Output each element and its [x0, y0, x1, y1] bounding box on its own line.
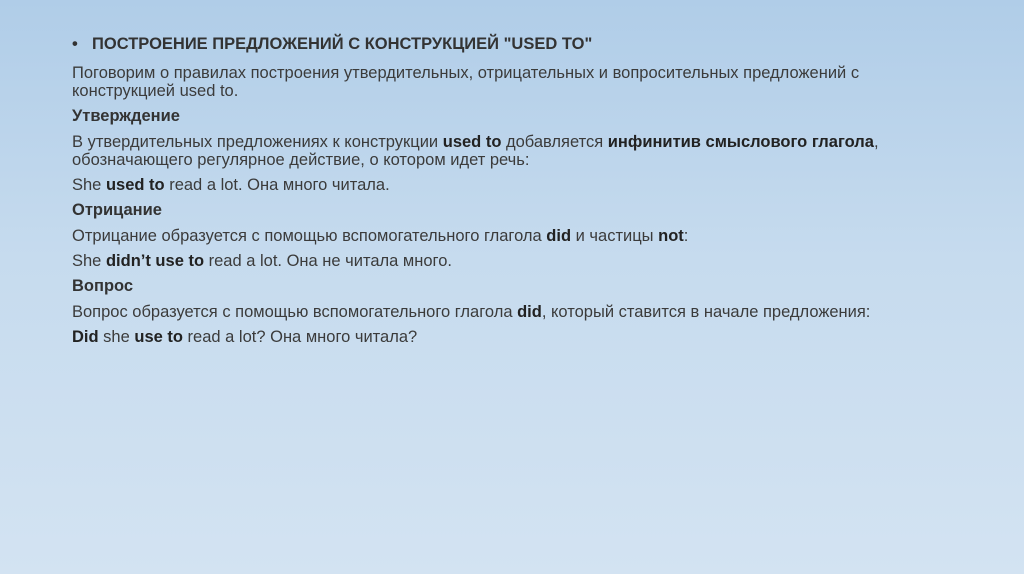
affirmative-rule-text-2: добавляется	[501, 133, 608, 151]
negative-rule-text-2: и частицы	[571, 227, 659, 245]
affirmative-rule	[72, 133, 952, 169]
slide-title	[72, 34, 952, 54]
bullet-icon: •	[72, 35, 78, 53]
affirmative-example-bold-1: used to	[105, 176, 165, 194]
negative-heading: Отрицание	[72, 201, 162, 219]
question-example-text-2: read a lot? Она много читала?	[182, 328, 418, 346]
negative-rule-bold-2: not	[658, 227, 684, 245]
affirmative-heading: Утверждение	[72, 107, 180, 125]
question-example	[72, 328, 952, 346]
affirmative-rule-text-1: В утвердительных предложениях к конструкции	[72, 133, 443, 151]
negative-example-bold-1: didn’t use to	[105, 252, 205, 270]
question-rule-bold-1: did	[517, 303, 542, 321]
question-rule	[72, 303, 952, 321]
intro-paragraph: Поговорим о правилах построения утвердительных, отрицательных и вопросительных предложений с конструкцией used to.	[72, 64, 860, 100]
affirmative-example-text-2: read a lot. Она много читала.	[164, 176, 390, 194]
negative-rule	[72, 227, 952, 245]
negative-example-text-1: She	[72, 252, 106, 270]
negative-rule-text-3: :	[683, 227, 689, 245]
affirmative-example-text-1: She	[72, 176, 106, 194]
question-example-bold-1: Did	[72, 328, 99, 346]
slide-title-text: ПОСТРОЕНИЕ ПРЕДЛОЖЕНИЙ С КОНСТРУКЦИЕЙ "USED TO"	[92, 35, 593, 53]
question-example-bold-2: use to	[134, 328, 183, 346]
affirmative-rule-bold-2: инфинитив смыслового глагола	[607, 133, 874, 151]
negative-example-text-2: read a lot. Она не читала много.	[204, 252, 452, 270]
question-rule-text-1: Вопрос образуется с помощью вспомогательного глагола	[72, 303, 518, 321]
affirmative-rule-text-3: , обозначающего регулярное действие, о котором идет речь:	[72, 133, 879, 169]
slide-content	[72, 34, 952, 353]
question-rule-text-2: , который ставится в начале предложения:	[541, 303, 871, 321]
question-example-text-1: she	[98, 328, 135, 346]
negative-rule-bold-1: did	[546, 227, 572, 245]
question-heading: Вопрос	[72, 277, 134, 295]
negative-example	[72, 252, 952, 270]
negative-rule-text-1: Отрицание образуется с помощью вспомогательного глагола	[72, 227, 547, 245]
affirmative-rule-bold-1: used to	[442, 133, 502, 151]
affirmative-example	[72, 176, 952, 194]
